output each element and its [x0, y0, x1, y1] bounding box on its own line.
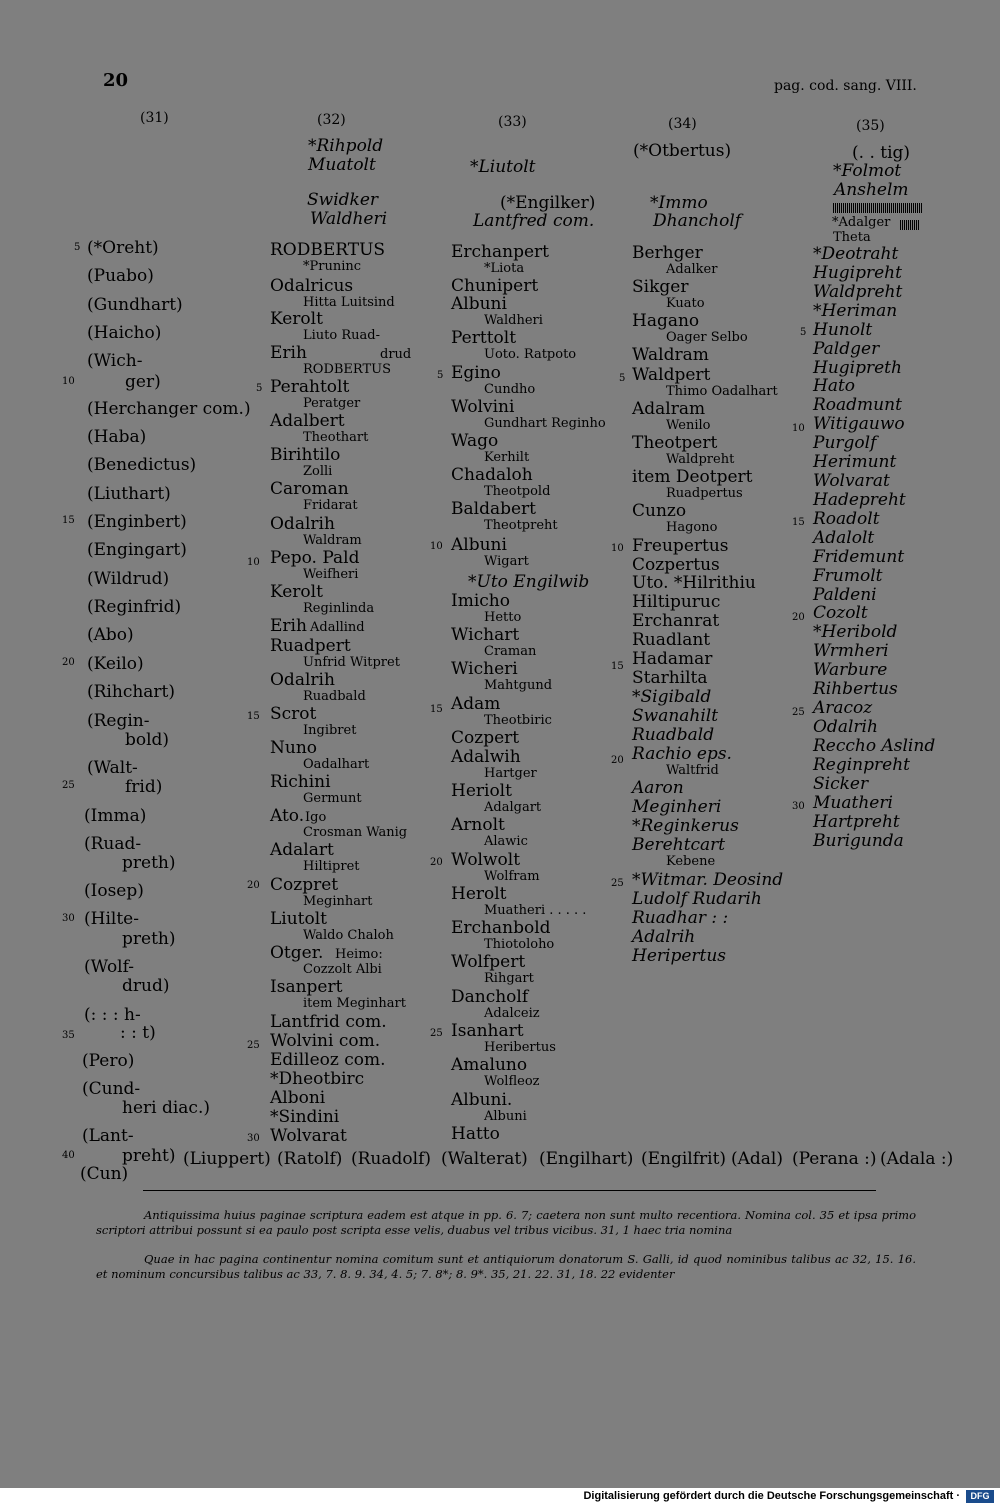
line-number: 25: [247, 1040, 260, 1051]
name-entry: Wolvarat: [813, 471, 890, 492]
name-entry: *Liutolt: [470, 157, 536, 177]
interlinear-name: Hagono: [666, 520, 718, 535]
name-entry: Lantfrid com.: [270, 1012, 387, 1032]
name-entry: Swidker: [307, 190, 379, 210]
name-entry: (Puabo): [87, 266, 154, 286]
interlinear-name: Waldo Chaloh: [303, 928, 394, 943]
name-entry: (Cund-: [82, 1079, 141, 1099]
name-entry: Adalram: [632, 399, 706, 419]
name-entry: Heripertus: [632, 946, 727, 966]
name-entry: Albuni.: [451, 1090, 513, 1110]
interlinear-name: Wigart: [484, 554, 529, 569]
name-entry: Uto. *Hilrithiu: [632, 573, 756, 593]
interlinear-name: Wolfram: [484, 869, 540, 884]
name-entry: (Wolf-: [84, 957, 135, 977]
line-number: 30: [62, 913, 75, 924]
name-entry: Dhancholf: [653, 211, 742, 231]
name-entry: Alboni: [270, 1088, 326, 1108]
name-entry: Imicho: [451, 591, 510, 611]
name-entry: Amaluno: [451, 1055, 528, 1075]
name-entry: (: : : h-: [84, 1005, 141, 1025]
interlinear-name: Theotbiric: [484, 713, 552, 728]
name-entry: (Haba): [87, 427, 147, 447]
name-entry: Ato.: [270, 806, 305, 826]
name-entry: Caroman: [270, 479, 349, 499]
interlinear-name: Wenilo: [666, 418, 711, 433]
interlinear-name: Mahtgund: [484, 678, 553, 693]
name-entry: Odalrih: [270, 670, 335, 690]
name-entry: Warbure: [813, 660, 888, 681]
line-number: 20: [611, 755, 624, 766]
interlinear-name: item Meginhart: [303, 996, 406, 1011]
name-entry: Hagano: [632, 311, 700, 331]
name-entry: Albuni: [451, 535, 507, 555]
name-entry: (Abo): [87, 625, 134, 645]
interlinear-name: Alawic: [484, 834, 528, 849]
line-number: 40: [62, 1150, 75, 1161]
interlinear-name: Liuto Ruad-: [303, 328, 380, 343]
name-entry: (*Oreht): [87, 238, 159, 258]
name-entry: Ludolf Rudarih: [632, 889, 762, 909]
name-entry: Otger.: [270, 943, 324, 963]
name-entry: Adam: [451, 694, 501, 714]
name-entry: Birihtilo: [270, 445, 341, 465]
line-number: 30: [247, 1133, 260, 1144]
line-number: 15: [611, 661, 624, 672]
name-entry: Scrot: [270, 704, 317, 724]
name-entry: Isanpert: [270, 977, 343, 997]
name-entry: Paldger: [813, 338, 880, 359]
name-entry: Cozpertus: [632, 555, 720, 575]
name-entry: Edilleoz com.: [270, 1050, 386, 1070]
line-number: 20: [792, 612, 805, 623]
name-entry: Theta: [833, 230, 871, 245]
name-entry: Paldeni: [813, 584, 877, 605]
name-entry: Reginpreht: [813, 754, 910, 775]
column-heading-35: (35): [856, 118, 885, 134]
name-entry: *Sindini: [270, 1107, 340, 1127]
interlinear-name: Kebene: [666, 854, 716, 869]
name-entry: (Rihchart): [87, 682, 176, 702]
name-entry: *Heriman: [813, 300, 898, 321]
dfg-logo: DFG: [966, 1490, 994, 1503]
interlinear-name: Adallind: [310, 620, 365, 635]
interlinear-name: Meginhart: [303, 894, 373, 909]
name-entry: (Wich-: [87, 351, 143, 371]
footer-funding-text: Digitalisierung gefördert durch die Deutsche Forschungsgemeinschaft ·: [583, 1490, 960, 1502]
line-number: 25: [62, 780, 75, 791]
name-entry: (Liuthart): [87, 484, 171, 504]
name-entry: Ruadlant: [632, 630, 711, 650]
name-entry: Wicheri: [451, 659, 518, 679]
name-entry: *Dheotbirc: [270, 1069, 365, 1089]
name-entry: (Perana :): [792, 1149, 877, 1169]
name-entry: (Reginfrid): [87, 597, 182, 617]
name-entry: (Walt-: [87, 758, 138, 778]
line-number: 15: [247, 711, 260, 722]
name-entry: (Iosep): [84, 881, 144, 901]
line-number: 35: [62, 1030, 75, 1041]
interlinear-name: Ingibret: [303, 723, 357, 738]
name-entry: Muatolt: [308, 155, 376, 175]
line-number: 20: [247, 880, 260, 891]
name-entry: Baldabert: [451, 499, 536, 519]
interlinear-name: Hitta Luitsind: [303, 295, 395, 310]
interlinear-name: Heimo:: [335, 947, 383, 962]
name-entry: (Herchanger com.): [87, 399, 251, 419]
name-entry: (Pero): [82, 1051, 135, 1071]
name-entry: Hadamar: [632, 649, 713, 669]
name-entry: *Deotraht: [813, 244, 899, 264]
name-entry: *Heribold: [813, 622, 898, 643]
name-entry: Cozpert: [451, 728, 520, 748]
line-number: 5: [74, 242, 81, 253]
interlinear-name: Reginlinda: [303, 601, 375, 616]
name-entry: *Rihpold: [308, 136, 384, 156]
name-entry: preth): [122, 853, 176, 873]
line-number: 15: [62, 515, 75, 526]
column-heading-31: (31): [140, 110, 169, 126]
name-entry: Sicker: [813, 773, 869, 794]
name-entry: Arnolt: [451, 815, 505, 835]
name-entry: Muatheri: [813, 792, 893, 813]
page-number: 20: [103, 70, 129, 91]
name-entry: Adalolt: [813, 527, 875, 548]
name-entry: Waldpert: [632, 365, 711, 385]
name-entry: *Witmar. Deosind: [632, 870, 784, 890]
name-entry: *Sigibald: [632, 687, 712, 707]
name-entry: (Ruadolf): [351, 1149, 431, 1169]
interlinear-name: Waldram: [303, 533, 362, 548]
name-entry: item Deotpert: [632, 467, 753, 487]
name-entry: Albuni: [451, 294, 507, 314]
name-entry: Wolvarat: [270, 1126, 347, 1146]
interlinear-name: Adalceiz: [484, 1006, 540, 1021]
name-entry: (Cun): [80, 1164, 129, 1184]
interlinear-name: Thiotoloho: [484, 937, 555, 952]
name-entry: Meginheri: [632, 797, 722, 817]
interlinear-name: Unfrid Witpret: [303, 655, 400, 670]
name-entry: (Engingart): [87, 540, 187, 560]
interlinear-name: Zolli: [303, 464, 333, 479]
name-entry: (Engilhart): [539, 1149, 634, 1169]
interlinear-name: Theothart: [303, 430, 369, 445]
interlinear-name: Waldpreht: [666, 452, 735, 467]
interlinear-name: RODBERTUS: [303, 362, 392, 377]
interlinear-name: Oadalhart: [303, 757, 370, 772]
name-entry: Erchanbold: [451, 918, 551, 938]
name-entry: Ruadpert: [270, 636, 351, 656]
name-entry: (Regin-: [87, 711, 150, 731]
name-entry: Aracoz: [813, 698, 873, 719]
name-entry: Fridemunt: [813, 546, 905, 567]
name-entry: (Liuppert): [183, 1149, 271, 1169]
name-entry: Reccho Aslind: [813, 735, 936, 756]
name-entry: Chunipert: [451, 276, 539, 296]
interlinear-name: Heribertus: [484, 1040, 556, 1055]
column-heading-34: (34): [668, 116, 697, 132]
erased-text-mark: [833, 203, 923, 213]
interlinear-name: Hartger: [484, 766, 537, 781]
name-entry: (Imma): [84, 806, 147, 826]
name-entry: Berehtcart: [632, 835, 726, 855]
name-entry: Hato: [813, 376, 856, 397]
name-entry: Sikger: [632, 277, 689, 297]
name-entry: Roadmunt: [813, 395, 902, 416]
interlinear-name: Theotpold: [484, 484, 551, 499]
name-entry: Purgolf: [813, 433, 877, 454]
note-rule: [143, 1190, 876, 1191]
name-entry: Waldpreht: [813, 281, 903, 302]
name-entry: (Keilo): [87, 654, 144, 674]
name-entry: Wolvini: [451, 397, 515, 417]
name-entry: Wolwolt: [451, 850, 521, 870]
interlinear-name: *Pruninc: [303, 259, 362, 274]
name-entry: Kerolt: [270, 309, 323, 329]
name-entry: preht): [122, 1146, 176, 1166]
line-number: 10: [611, 543, 624, 554]
name-entry: Liutolt: [270, 909, 328, 929]
name-entry: (Enginbert): [87, 512, 187, 532]
running-head: pag. cod. sang. VIII.: [774, 78, 917, 94]
name-entry: Lantfred com.: [473, 211, 595, 231]
name-entry: *Folmot: [833, 161, 902, 181]
line-number: 10: [430, 541, 443, 552]
name-entry: Wichart: [451, 625, 520, 645]
name-entry: Heriolt: [451, 781, 512, 801]
name-entry: Swanahilt: [632, 706, 719, 726]
name-entry: Odalrih: [813, 717, 878, 737]
interlinear-name: Fridarat: [303, 498, 358, 513]
interlinear-name: Hiltipret: [303, 859, 360, 874]
interlinear-name: Peratger: [303, 396, 361, 411]
name-entry: Adalbert: [270, 411, 345, 431]
name-entry: heri diac.): [122, 1098, 210, 1118]
name-entry: Pepo. Pald: [270, 548, 360, 568]
name-entry: Burigunda: [813, 830, 904, 851]
footer-bar: [0, 1488, 1000, 1506]
interlinear-name: Ruadpertus: [666, 486, 743, 501]
name-entry: Hiltipuruc: [632, 592, 721, 612]
interlinear-name: Cundho: [484, 382, 536, 397]
name-entry: Aaron: [632, 778, 684, 798]
name-entry: *Adalger: [832, 215, 891, 230]
name-entry: (Lant-: [82, 1126, 134, 1146]
interlinear-name: Germunt: [303, 791, 362, 806]
interlinear-name: Adalker: [666, 262, 718, 277]
line-number: 10: [62, 376, 75, 387]
name-entry: *Reginkerus: [632, 816, 739, 836]
name-entry: Isanhart: [451, 1021, 524, 1041]
interlinear-name: Kerhilt: [484, 450, 530, 465]
name-entry: (Haicho): [87, 323, 162, 343]
name-entry: Wago: [451, 431, 499, 451]
name-entry: ger): [125, 372, 161, 392]
name-entry: (. . tig): [852, 143, 911, 163]
name-entry: Dancholf: [451, 987, 529, 1007]
name-entry: Waldheri: [310, 209, 388, 229]
name-entry: Hugipreht: [813, 262, 902, 283]
name-entry: (Benedictus): [87, 455, 197, 475]
name-entry: (Wildrud): [87, 569, 170, 589]
interlinear-name: Craman: [484, 644, 537, 659]
name-entry: Berhger: [632, 243, 703, 263]
name-entry: Theotpert: [632, 433, 718, 453]
column-heading-33: (33): [498, 114, 527, 130]
interlinear-name: Muatheri . . . . .: [484, 903, 587, 918]
interlinear-name: Uoto. Ratpoto: [484, 347, 577, 362]
interlinear-name: *Liota: [484, 261, 525, 276]
interlinear-name: Theotpreht: [484, 518, 558, 533]
name-entry: Cozolt: [813, 603, 868, 624]
name-entry: (Ratolf): [277, 1149, 343, 1169]
line-number: 10: [247, 557, 260, 568]
name-entry: Wolfpert: [451, 952, 526, 972]
name-entry: (*Otbertus): [633, 141, 732, 161]
editorial-note-1: Antiquissima huius paginae scriptura eadem est atque in pp. 6. 7; caetera non sunt multo recentiora. Nomina col. 35 et ipsa primo scriptori attribui possunt si ea paulo post scripta esse velis, duabus vel tribus vicibus. 31, 1 haec tria nomina: [96, 1208, 916, 1237]
line-number: 15: [792, 517, 805, 528]
name-entry: Chadaloh: [451, 465, 533, 485]
line-number: 5: [619, 373, 626, 384]
name-entry: Ruadhar : :: [632, 908, 729, 928]
interlinear-name: Waltfrid: [666, 763, 719, 778]
name-entry: Adalrih: [632, 927, 696, 947]
name-entry: *Uto Engilwib: [468, 572, 590, 592]
name-entry: Frumolt: [813, 565, 883, 586]
interlinear-name: drud: [380, 347, 412, 362]
name-entry: : : t): [120, 1023, 156, 1043]
name-entry: Odalricus: [270, 276, 354, 296]
name-entry: Waldram: [632, 345, 709, 365]
line-number: 25: [611, 878, 624, 889]
name-entry: Freupertus: [632, 536, 729, 556]
interlinear-name: Wolfleoz: [484, 1074, 540, 1089]
name-entry: (Walterat): [441, 1149, 528, 1169]
name-entry: (*Engilker): [500, 193, 596, 213]
interlinear-name: Adalgart: [484, 800, 542, 815]
name-entry: Witigauwo: [813, 414, 905, 435]
name-entry: *Immo: [650, 193, 708, 213]
name-entry: (Engilfrit): [641, 1149, 727, 1169]
interlinear-name: Albuni: [484, 1109, 527, 1124]
name-entry: Hartpreht: [813, 811, 900, 832]
name-entry: Wolvini com.: [270, 1031, 381, 1051]
name-entry: Herimunt: [813, 452, 897, 473]
name-entry: Rachio eps.: [632, 744, 732, 764]
name-entry: Erchanpert: [451, 242, 549, 262]
name-entry: frid): [125, 777, 163, 797]
interlinear-name: Kuato: [666, 296, 705, 311]
name-entry: RODBERTUS: [270, 240, 386, 260]
line-number: 20: [62, 657, 75, 668]
erased-text-mark: [900, 220, 920, 230]
name-entry: Anshelm: [834, 180, 909, 200]
interlinear-name: Hetto: [484, 610, 522, 625]
interlinear-name: Igo: [305, 810, 327, 825]
interlinear-name: Weifheri: [303, 567, 359, 582]
interlinear-name: Rihgart: [484, 971, 534, 986]
name-entry: (Adala :): [880, 1149, 954, 1169]
name-entry: Perttolt: [451, 328, 517, 348]
line-number: 20: [430, 857, 443, 868]
name-entry: Hugipreth: [813, 357, 902, 378]
name-entry: Hatto: [451, 1124, 500, 1144]
name-entry: Ruadbald: [632, 725, 715, 745]
name-entry: (Adal): [731, 1149, 783, 1169]
editorial-note-2: Quae in hac pagina continentur nomina comitum sunt et antiquiorum donatorum S. Galli, id quod nominibus talibus ac 32, 15. 16. et nominum concursibus talibus ac 33, 7. 8. 9. 34, 4. 5; 7. 8*; 8. 9*. 35, 21. 22. 31, 18. 22 evidenter: [96, 1252, 916, 1281]
name-entry: Cozpret: [270, 875, 339, 895]
name-entry: Odalrih: [270, 514, 335, 534]
interlinear-name: Thimo Oadalhart: [666, 384, 778, 399]
name-entry: Herolt: [451, 884, 507, 904]
name-entry: Egino: [451, 363, 501, 383]
interlinear-name: Ruadbald: [303, 689, 366, 704]
name-entry: preth): [122, 929, 176, 949]
line-number: 5: [800, 327, 807, 338]
line-number: 5: [437, 370, 444, 381]
line-number: 10: [792, 423, 805, 434]
name-entry: (Gundhart): [87, 295, 183, 315]
line-number: 30: [792, 801, 805, 812]
name-entry: Kerolt: [270, 582, 323, 602]
name-entry: Cunzo: [632, 501, 687, 521]
line-number: 25: [792, 707, 805, 718]
line-number: 15: [430, 704, 443, 715]
name-entry: bold): [125, 730, 170, 750]
name-entry: (Ruad-: [84, 834, 142, 854]
name-entry: Starhilta: [632, 668, 708, 688]
name-entry: Hunolt: [813, 319, 873, 340]
name-entry: Rihbertus: [813, 679, 898, 700]
line-number: 5: [256, 383, 263, 394]
line-number: 25: [430, 1028, 443, 1039]
name-entry: Hadepreht: [813, 489, 906, 510]
name-entry: Erih: [270, 616, 307, 636]
name-entry: Wrmheri: [813, 641, 889, 662]
name-entry: Perahtolt: [270, 377, 350, 397]
interlinear-name: Cozzolt Albi: [303, 962, 382, 977]
name-entry: Nuno: [270, 738, 318, 758]
name-entry: (Hilte-: [84, 909, 139, 929]
interlinear-name: Crosman Wanig: [303, 825, 408, 840]
name-entry: Erchanrat: [632, 611, 720, 631]
name-entry: Adalwih: [451, 747, 521, 767]
name-entry: Richini: [270, 772, 331, 792]
column-heading-32: (32): [317, 112, 346, 128]
name-entry: Adalart: [270, 840, 334, 860]
interlinear-name: Gundhart Reginho: [484, 416, 606, 431]
interlinear-name: Oager Selbo: [666, 330, 748, 345]
interlinear-name: Waldheri: [484, 313, 543, 328]
name-entry: Roadolt: [813, 508, 880, 529]
name-entry: Erih: [270, 343, 307, 363]
name-entry: drud): [122, 976, 170, 996]
